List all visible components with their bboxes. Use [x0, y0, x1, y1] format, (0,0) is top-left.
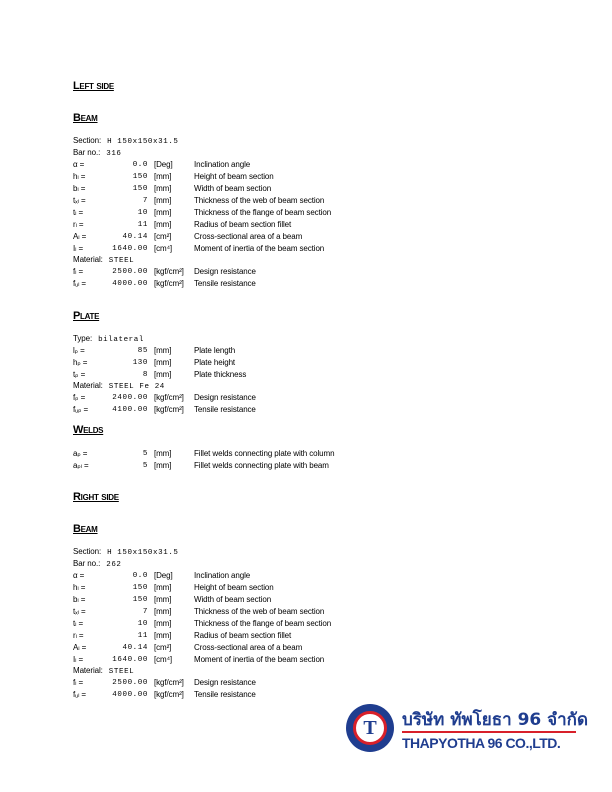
param-symbol: α =	[73, 160, 85, 169]
param-value: 5	[142, 462, 148, 470]
param-symbol: hₗ =	[73, 172, 86, 181]
param-symbol: bₗ =	[73, 184, 86, 193]
param-row	[73, 448, 373, 460]
param-unit: [cm⁴]	[154, 244, 173, 253]
param-row	[73, 392, 373, 404]
param-value: 4000.00	[112, 691, 148, 699]
param-symbol: fₗ =	[73, 267, 84, 276]
left-beam-heading: Beam	[73, 112, 98, 124]
param-unit: [mm]	[154, 358, 172, 367]
param-description: Thickness of the flange of beam section	[194, 208, 332, 217]
param-value: 1640.00	[112, 245, 148, 253]
param-value: 40.14	[122, 644, 148, 652]
param-symbol: hₚ =	[73, 358, 88, 367]
param-row	[73, 642, 373, 654]
param-description: Width of beam section	[194, 184, 272, 193]
param-symbol: fᵤₗ =	[73, 690, 87, 699]
param-symbol: Aₗ =	[73, 643, 87, 652]
param-value: 150	[132, 596, 148, 604]
param-description: Moment of inertia of the beam section	[194, 244, 325, 253]
logo-english-name: THAPYOTHA 96 CO.,LTD.	[402, 735, 561, 751]
param-description: Tensile resistance	[194, 279, 256, 288]
param-unit: [mm]	[154, 346, 172, 355]
left-beam-material: Material: STEEL	[73, 255, 135, 265]
param-symbol: tₓₗ =	[73, 196, 86, 205]
param-symbol: Iₗ =	[73, 655, 84, 664]
param-value: 10	[137, 620, 148, 628]
logo-divider	[402, 731, 576, 733]
param-row	[73, 677, 373, 689]
param-description: Fillet welds connecting plate with column	[194, 449, 335, 458]
param-value: 85	[137, 347, 148, 355]
param-unit: [Deg]	[154, 571, 173, 580]
param-unit: [cm⁴]	[154, 655, 173, 664]
param-row	[73, 570, 373, 582]
param-value: 10	[137, 209, 148, 217]
param-row	[73, 171, 373, 183]
param-value: 2500.00	[112, 679, 148, 687]
param-unit: [mm]	[154, 631, 172, 640]
param-unit: [mm]	[154, 196, 172, 205]
param-description: Height of beam section	[194, 172, 274, 181]
param-row	[73, 594, 373, 606]
param-value: 11	[137, 632, 148, 640]
left-plate-heading: Plate	[73, 310, 100, 322]
param-value: 2500.00	[112, 268, 148, 276]
param-description: Tensile resistance	[194, 405, 256, 414]
param-value: 5	[142, 450, 148, 458]
param-row	[73, 345, 373, 357]
param-unit: [mm]	[154, 220, 172, 229]
param-value: 11	[137, 221, 148, 229]
param-unit: [mm]	[154, 607, 172, 616]
param-description: Plate thickness	[194, 370, 247, 379]
left-side-heading: Left side	[73, 80, 114, 92]
param-symbol: fₗ =	[73, 678, 84, 687]
param-row	[73, 207, 373, 219]
right-side-heading: Right side	[73, 491, 119, 503]
param-description: Plate length	[194, 346, 236, 355]
param-unit: [mm]	[154, 619, 172, 628]
param-description: Plate height	[194, 358, 236, 367]
param-description: Thickness of the web of beam section	[194, 607, 325, 616]
param-row	[73, 630, 373, 642]
param-description: Moment of inertia of the beam section	[194, 655, 325, 664]
param-value: 7	[142, 197, 148, 205]
param-row	[73, 183, 373, 195]
param-unit: [mm]	[154, 461, 172, 470]
param-description: Design resistance	[194, 393, 256, 402]
param-unit: [kgf/cm²]	[154, 405, 184, 414]
param-value: 40.14	[122, 233, 148, 241]
logo-emblem-icon: T	[346, 704, 394, 752]
param-description: Cross-sectional area of a beam	[194, 232, 303, 241]
param-row	[73, 689, 373, 701]
param-symbol: fᵤₗ =	[73, 279, 87, 288]
param-unit: [kgf/cm²]	[154, 267, 184, 276]
param-symbol: α =	[73, 571, 85, 580]
param-unit: [mm]	[154, 184, 172, 193]
param-symbol: Aₗ =	[73, 232, 87, 241]
param-unit: [kgf/cm²]	[154, 393, 184, 402]
param-symbol: tₗ =	[73, 208, 84, 217]
param-description: Height of beam section	[194, 583, 274, 592]
param-value: 1640.00	[112, 656, 148, 664]
param-symbol: fₚ =	[73, 393, 86, 402]
param-row	[73, 278, 373, 290]
param-unit: [kgf/cm²]	[154, 678, 184, 687]
param-symbol: rₗ =	[73, 631, 84, 640]
param-symbol: bₗ =	[73, 595, 86, 604]
param-unit: [kgf/cm²]	[154, 690, 184, 699]
param-row	[73, 582, 373, 594]
param-value: 150	[132, 584, 148, 592]
param-value: 150	[132, 185, 148, 193]
param-value: 7	[142, 608, 148, 616]
param-description: Inclination angle	[194, 160, 251, 169]
param-value: 0.0	[132, 572, 148, 580]
param-description: Tensile resistance	[194, 690, 256, 699]
param-description: Design resistance	[194, 678, 256, 687]
param-description: Inclination angle	[194, 571, 251, 580]
param-value: 150	[132, 173, 148, 181]
param-unit: [mm]	[154, 172, 172, 181]
param-unit: [mm]	[154, 208, 172, 217]
param-unit: [cm²]	[154, 232, 172, 241]
param-row	[73, 460, 373, 472]
param-row	[73, 159, 373, 171]
param-description: Radius of beam section fillet	[194, 220, 292, 229]
param-symbol: tₗ =	[73, 619, 84, 628]
right-beam-material: Material: STEEL	[73, 666, 135, 676]
param-description: Design resistance	[194, 267, 256, 276]
param-unit: [Deg]	[154, 160, 173, 169]
param-row	[73, 266, 373, 278]
param-symbol: aₚₗ =	[73, 461, 89, 470]
param-row	[73, 404, 373, 416]
logo-thai-name: บริษัท ทัพโยธา 96 จำกัด	[402, 710, 589, 730]
param-symbol: tₚ =	[73, 370, 86, 379]
param-row	[73, 195, 373, 207]
param-value: 8	[142, 371, 148, 379]
param-symbol: lₚ =	[73, 346, 85, 355]
right-beam-bar-no: Bar no.: 262	[73, 559, 122, 569]
right-beam-heading: Beam	[73, 523, 98, 535]
param-symbol: tₓₗ =	[73, 607, 86, 616]
param-description: Cross-sectional area of a beam	[194, 643, 303, 652]
param-unit: [kgf/cm²]	[154, 279, 184, 288]
param-symbol: rₗ =	[73, 220, 84, 229]
param-description: Thickness of the flange of beam section	[194, 619, 332, 628]
company-logo	[346, 702, 589, 758]
param-row	[73, 606, 373, 618]
right-beam-section: Section: H 150x150x31.5	[73, 547, 179, 557]
param-unit: [mm]	[154, 449, 172, 458]
left-beam-bar-no: Bar no.: 316	[73, 148, 122, 158]
param-unit: [cm²]	[154, 643, 172, 652]
param-unit: [mm]	[154, 595, 172, 604]
param-description: Fillet welds connecting plate with beam	[194, 461, 329, 470]
param-row	[73, 357, 373, 369]
param-symbol: aₚ =	[73, 449, 88, 458]
param-symbol: hₗ =	[73, 583, 86, 592]
param-value: 130	[132, 359, 148, 367]
param-row	[73, 618, 373, 630]
left-beam-section: Section: H 150x150x31.5	[73, 136, 179, 146]
left-plate-type: Type: bilateral	[73, 334, 144, 344]
param-row	[73, 219, 373, 231]
left-plate-material: Material: STEEL Fe 24	[73, 381, 165, 391]
param-value: 4000.00	[112, 280, 148, 288]
param-unit: [mm]	[154, 583, 172, 592]
left-welds-heading: Welds	[73, 424, 104, 436]
param-description: Thickness of the web of beam section	[194, 196, 325, 205]
param-symbol: fᵤₚ =	[73, 405, 89, 414]
param-description: Width of beam section	[194, 595, 272, 604]
param-value: 2400.00	[112, 394, 148, 402]
param-description: Radius of beam section fillet	[194, 631, 292, 640]
param-symbol: Iₗ =	[73, 244, 84, 253]
param-value: 0.0	[132, 161, 148, 169]
param-row	[73, 231, 373, 243]
param-value: 4100.00	[112, 406, 148, 414]
param-unit: [mm]	[154, 370, 172, 379]
